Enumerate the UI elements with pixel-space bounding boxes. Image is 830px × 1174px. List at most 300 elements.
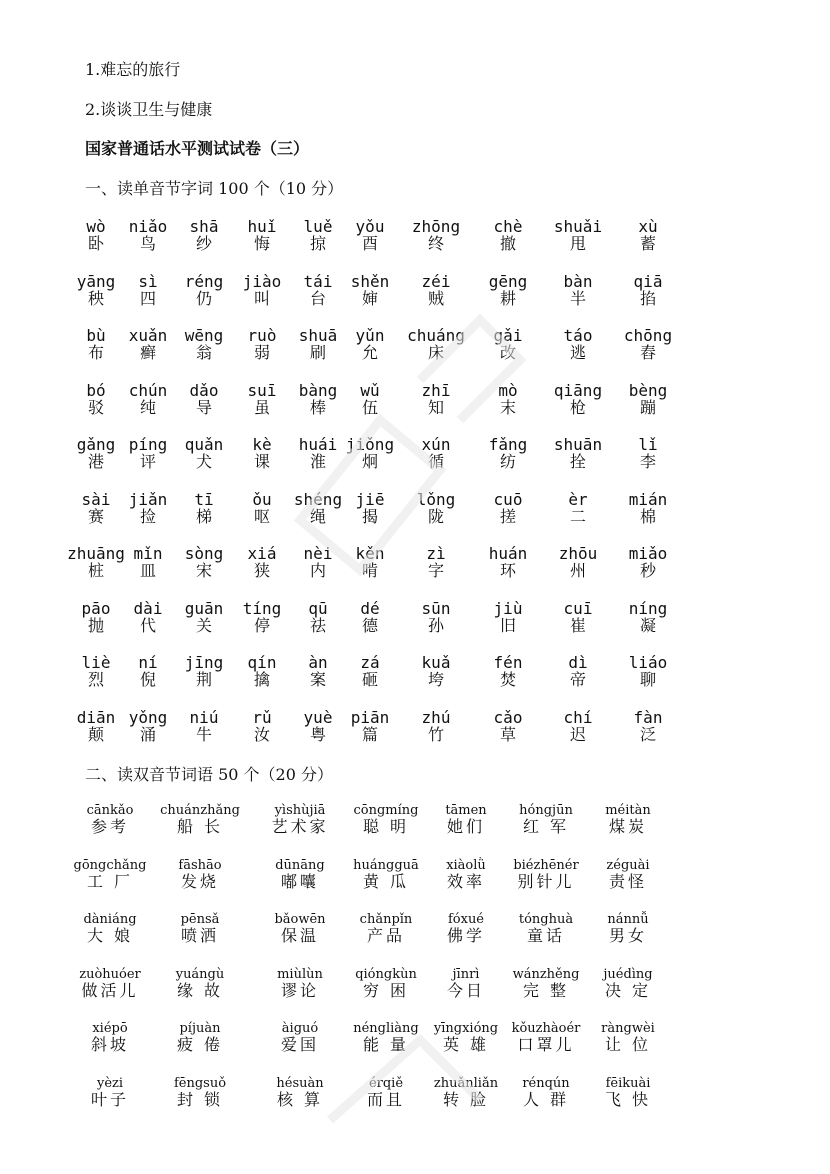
- pinyin: luě: [303, 217, 333, 236]
- pinyin: wánzhěng: [512, 966, 580, 982]
- hanzi: 倪: [139, 670, 156, 689]
- hanzi: 仍: [195, 288, 212, 308]
- hanzi: 做活儿: [81, 980, 139, 1000]
- pinyin: chí: [563, 707, 593, 727]
- syllable-item: [610, 218, 686, 252]
- pinyin: shěn: [350, 271, 390, 291]
- syllable-item: [332, 491, 408, 525]
- hanzi: 梯: [195, 506, 212, 526]
- pinyin: cǎo: [493, 707, 523, 727]
- pinyin: zéguài: [606, 857, 650, 873]
- pinyin: mò: [498, 380, 518, 400]
- pinyin: cuō: [493, 489, 523, 509]
- pinyin: chuáng: [407, 326, 465, 345]
- syllable-item: [540, 491, 616, 525]
- hanzi: 驳: [87, 397, 104, 417]
- hanzi: 末: [499, 397, 516, 417]
- pinyin: qín: [247, 653, 277, 672]
- pinyin: gēng: [488, 271, 528, 291]
- word-row: [0, 803, 830, 845]
- pinyin: bèng: [628, 380, 668, 400]
- word-row: [0, 1076, 830, 1118]
- hanzi: 斜坡: [90, 1035, 129, 1054]
- hanzi: 祛: [309, 615, 326, 635]
- pinyin: cōngmíng: [353, 803, 419, 818]
- pinyin: jiǎn: [128, 489, 168, 509]
- pinyin: fàn: [633, 707, 663, 727]
- syllable-item: [470, 709, 546, 743]
- hanzi: 擒: [253, 670, 270, 689]
- pinyin: mián: [628, 489, 668, 509]
- pinyin: fén: [493, 653, 523, 672]
- hanzi: 荆: [195, 670, 212, 689]
- hanzi: 炯: [361, 452, 378, 471]
- hanzi: 掠: [309, 234, 326, 253]
- pinyin: zhōu: [558, 544, 598, 563]
- hanzi: 卧: [87, 234, 104, 253]
- pinyin: bǎowēn: [274, 912, 326, 927]
- pinyin: fǎng: [488, 435, 528, 454]
- pinyin: kuǎ: [421, 653, 451, 672]
- pinyin: yǒu: [355, 217, 385, 236]
- pinyin: yīngxióng: [433, 1021, 499, 1036]
- hanzi: 煤炭: [608, 817, 647, 836]
- pinyin: zì: [426, 544, 446, 563]
- hanzi: 封 锁: [176, 1089, 224, 1109]
- pinyin: zhōng: [411, 217, 461, 236]
- pinyin: jiē: [355, 489, 385, 509]
- pinyin: dé: [360, 598, 380, 618]
- hanzi: 叫: [253, 288, 270, 308]
- pinyin: rénqún: [522, 1075, 570, 1091]
- syllable-row: [0, 436, 830, 478]
- syllable-item: [540, 382, 616, 416]
- hanzi: 癣: [139, 343, 156, 362]
- pinyin: huǐ: [247, 217, 277, 236]
- hanzi: 虽: [253, 397, 270, 417]
- pinyin: bàng: [298, 380, 338, 400]
- syllable-item: [470, 327, 546, 361]
- syllable-item: [398, 491, 474, 525]
- pinyin: huán: [488, 544, 528, 563]
- hanzi: 纺: [499, 452, 516, 471]
- hanzi: 台: [309, 288, 326, 308]
- hanzi: 搓: [499, 506, 516, 526]
- syllable-item: [332, 600, 408, 634]
- pinyin: fóxué: [447, 912, 485, 927]
- pinyin: biézhēnér: [513, 857, 579, 873]
- hanzi: 草: [499, 724, 516, 744]
- pinyin: chǎnpǐn: [359, 912, 413, 927]
- test-title: 国家普通话水平测试试卷（三）: [85, 139, 310, 158]
- syllable-item: [332, 709, 408, 743]
- hanzi: 参考: [90, 817, 129, 836]
- hanzi: 纯: [139, 397, 156, 417]
- pinyin: èr: [568, 489, 588, 509]
- pinyin: àiguó: [281, 1021, 319, 1036]
- syllable-item: [540, 218, 616, 252]
- hanzi: 英 雄: [442, 1035, 490, 1054]
- pinyin: pēnsǎ: [180, 912, 220, 927]
- pinyin: zá: [360, 653, 380, 672]
- pinyin: cānkǎo: [86, 803, 134, 818]
- pinyin: érqiě: [368, 1075, 404, 1091]
- pinyin: dì: [568, 653, 588, 672]
- word-item: [568, 803, 688, 836]
- pinyin: tái: [303, 271, 333, 291]
- hanzi: 皿: [139, 561, 156, 580]
- hanzi: 人 群: [522, 1089, 570, 1109]
- hanzi: 二: [569, 506, 586, 526]
- syllable-item: [540, 273, 616, 307]
- pinyin: guān: [184, 598, 224, 618]
- syllable-item: [610, 654, 686, 688]
- hanzi: 评: [139, 452, 156, 471]
- hanzi: 抛: [87, 615, 104, 635]
- hanzi: 凝: [639, 615, 656, 635]
- pinyin: diān: [76, 707, 116, 727]
- word-item: [568, 1076, 688, 1109]
- pinyin: sì: [138, 271, 158, 291]
- pinyin: yuè: [303, 707, 333, 727]
- hanzi: 呕: [253, 506, 270, 526]
- hanzi: 别针儿: [517, 871, 575, 891]
- hanzi: 李: [639, 452, 656, 471]
- hanzi: 泛: [639, 724, 656, 744]
- pinyin: ǒu: [252, 489, 272, 509]
- hanzi: 秒: [639, 561, 656, 580]
- pinyin: xù: [638, 217, 658, 236]
- pinyin: huái: [298, 435, 338, 454]
- pinyin: shā: [189, 217, 219, 236]
- pinyin: juédìng: [603, 966, 653, 982]
- pinyin: kǒuzhàoér: [511, 1021, 581, 1036]
- pinyin: chún: [128, 380, 168, 400]
- word-item: [568, 967, 688, 1000]
- topic-1: 1.难忘的旅行: [85, 60, 181, 79]
- pinyin: fēikuài: [605, 1075, 651, 1091]
- hanzi: 赛: [87, 506, 104, 526]
- pinyin: liáo: [628, 653, 668, 672]
- pinyin: pāo: [81, 598, 111, 618]
- hanzi: 效率: [446, 871, 485, 891]
- hanzi: 改: [499, 343, 516, 362]
- hanzi: 黄 瓜: [362, 871, 410, 891]
- hanzi: 聊: [639, 670, 656, 689]
- pinyin: ruò: [247, 326, 277, 345]
- pinyin: gǎng: [76, 435, 116, 454]
- hanzi: 牛: [195, 724, 212, 744]
- pinyin: zhuǎnliǎn: [433, 1075, 499, 1091]
- pinyin: wēng: [184, 326, 224, 345]
- hanzi: 飞 快: [604, 1089, 652, 1109]
- pinyin: ràngwèi: [601, 1021, 655, 1036]
- syllable-item: [398, 600, 474, 634]
- pinyin: píng: [128, 435, 168, 454]
- syllable-item: [398, 273, 474, 307]
- word-row: [0, 1021, 830, 1063]
- pinyin: chōng: [623, 326, 673, 345]
- topic-2: 2.谈谈卫生与健康: [85, 100, 213, 119]
- pinyin: yìshùjiā: [274, 803, 326, 818]
- pinyin: jīnrì: [452, 966, 480, 982]
- hanzi: 喷洒: [180, 926, 219, 945]
- syllable-row: [0, 218, 830, 260]
- pinyin: zuòhuóer: [79, 966, 141, 982]
- hanzi: 宋: [195, 561, 212, 580]
- pinyin: zhī: [421, 380, 451, 400]
- hanzi: 决 定: [604, 980, 652, 1000]
- pinyin: gǎi: [493, 326, 523, 345]
- pinyin: sūn: [421, 598, 451, 618]
- pinyin: wǔ: [360, 380, 380, 400]
- pinyin: níng: [628, 598, 668, 618]
- hanzi: 让 位: [604, 1035, 652, 1054]
- pinyin: niú: [189, 707, 219, 727]
- hanzi: 垮: [427, 670, 444, 689]
- hanzi: 桩: [87, 561, 104, 580]
- pinyin: huángguā: [353, 857, 419, 873]
- hanzi: 代: [139, 615, 156, 635]
- hanzi: 悔: [253, 234, 270, 253]
- syllable-item: [470, 218, 546, 252]
- word-row: [0, 858, 830, 900]
- hanzi: 弱: [253, 343, 270, 362]
- syllable-item: [398, 218, 474, 252]
- hanzi: 能 量: [362, 1035, 410, 1054]
- pinyin: bàn: [563, 271, 593, 291]
- hanzi: 转 脸: [442, 1089, 490, 1109]
- syllable-item: [540, 436, 616, 470]
- pinyin: piān: [350, 707, 390, 727]
- syllable-item: [398, 327, 474, 361]
- hanzi: 口罩儿: [517, 1035, 575, 1054]
- hanzi: 棉: [639, 506, 656, 526]
- pinyin: chuánzhǎng: [160, 803, 240, 818]
- syllable-item: [470, 382, 546, 416]
- hanzi: 港: [87, 452, 104, 471]
- syllable-item: [610, 545, 686, 579]
- pinyin: shuān: [553, 435, 603, 454]
- syllable-row: [0, 327, 830, 369]
- word-item: [568, 912, 688, 945]
- pinyin: sài: [81, 489, 111, 509]
- word-row: [0, 912, 830, 954]
- pinyin: liè: [81, 653, 111, 672]
- syllable-item: [332, 382, 408, 416]
- pinyin: fēngsuǒ: [173, 1075, 227, 1091]
- hanzi: 婶: [361, 288, 378, 308]
- pinyin: qū: [308, 598, 328, 618]
- hanzi: 佛学: [446, 926, 485, 945]
- pinyin: lǐ: [638, 435, 658, 454]
- hanzi: 谬论: [280, 980, 319, 1000]
- pinyin: táo: [563, 326, 593, 345]
- pinyin: kěn: [355, 544, 385, 563]
- syllable-item: [540, 709, 616, 743]
- hanzi: 聪 明: [362, 817, 410, 836]
- hanzi: 允: [361, 343, 378, 362]
- pinyin: xiàolǜ: [446, 857, 486, 873]
- pinyin: shuǎi: [553, 217, 603, 236]
- pinyin: suī: [247, 380, 277, 400]
- section2-heading: 二、读双音节词语 50 个（20 分）: [85, 765, 333, 784]
- hanzi: 蹦: [639, 397, 656, 417]
- pinyin: qiāng: [553, 380, 603, 400]
- hanzi: 崔: [569, 615, 586, 635]
- hanzi: 鸟: [139, 234, 156, 253]
- hanzi: 导: [195, 397, 212, 417]
- word-item: [568, 858, 688, 891]
- pinyin: wò: [86, 217, 106, 236]
- hanzi: 终: [427, 234, 444, 253]
- syllable-row: [0, 545, 830, 587]
- hanzi: 叶子: [90, 1089, 129, 1109]
- pinyin: yǔn: [355, 326, 385, 345]
- pinyin: qióngkùn: [355, 966, 417, 982]
- syllable-row: [0, 491, 830, 533]
- pinyin: rǔ: [252, 707, 272, 727]
- pinyin: zhú: [421, 707, 451, 727]
- hanzi: 内: [309, 561, 326, 580]
- hanzi: 童话: [526, 926, 565, 945]
- hanzi: 四: [139, 288, 156, 308]
- pinyin: miùlùn: [277, 966, 323, 982]
- hanzi: 今日: [446, 980, 485, 1000]
- pinyin: xuǎn: [128, 326, 168, 345]
- pinyin: nèi: [303, 544, 333, 563]
- hanzi: 刷: [309, 343, 326, 362]
- syllable-item: [540, 654, 616, 688]
- pinyin: hóngjūn: [519, 803, 573, 818]
- syllable-item: [540, 545, 616, 579]
- syllable-item: [610, 436, 686, 470]
- word-item: [568, 1021, 688, 1054]
- hanzi: 发烧: [180, 871, 219, 891]
- hanzi: 案: [309, 670, 326, 689]
- section1-heading: 一、读单音节字词 100 个（10 分）: [85, 179, 344, 198]
- syllable-item: [610, 382, 686, 416]
- pinyin: réng: [184, 271, 224, 291]
- hanzi: 德: [361, 615, 378, 635]
- hanzi: 州: [569, 561, 586, 580]
- syllable-item: [332, 218, 408, 252]
- hanzi: 淮: [309, 452, 326, 471]
- hanzi: 旧: [499, 615, 516, 635]
- hanzi: 大 娘: [86, 926, 134, 945]
- hanzi: 爱国: [280, 1035, 319, 1054]
- syllable-item: [398, 709, 474, 743]
- pinyin: quǎn: [184, 435, 224, 454]
- pinyin: tī: [194, 489, 214, 509]
- hanzi: 贼: [427, 288, 444, 308]
- hanzi: 船 长: [176, 817, 224, 836]
- pinyin: nánnǚ: [607, 912, 649, 927]
- hanzi: 烈: [87, 670, 104, 689]
- hanzi: 拴: [569, 452, 586, 471]
- hanzi: 颠: [87, 724, 104, 744]
- word-row: [0, 967, 830, 1009]
- hanzi: 红 军: [522, 817, 570, 836]
- pinyin: tāmen: [445, 803, 487, 818]
- hanzi: 男女: [608, 926, 647, 945]
- hanzi: 绳: [309, 506, 326, 526]
- pinyin: méitàn: [605, 803, 651, 818]
- pinyin: àn: [308, 653, 328, 672]
- hanzi: 砸: [361, 670, 378, 689]
- hanzi: 逃: [569, 343, 586, 362]
- hanzi: 完 整: [522, 980, 570, 1000]
- hanzi: 酉: [361, 234, 378, 253]
- pinyin: niǎo: [128, 217, 168, 236]
- pinyin: dàniáng: [83, 912, 137, 927]
- syllable-row: [0, 709, 830, 751]
- hanzi: 而且: [366, 1089, 405, 1109]
- hanzi: 耕: [499, 288, 516, 308]
- pinyin: miǎo: [628, 544, 668, 563]
- syllable-row: [0, 382, 830, 424]
- syllable-item: [398, 654, 474, 688]
- hanzi: 甩: [569, 234, 586, 253]
- syllable-item: [332, 654, 408, 688]
- syllable-item: [610, 491, 686, 525]
- syllable-item: [332, 327, 408, 361]
- hanzi: 枪: [569, 397, 586, 417]
- hanzi: 工 厂: [86, 871, 134, 891]
- syllable-row: [0, 600, 830, 642]
- hanzi: 关: [195, 615, 212, 635]
- syllable-item: [610, 327, 686, 361]
- hanzi: 产品: [366, 926, 405, 945]
- hanzi: 疲 倦: [176, 1035, 224, 1054]
- pinyin: zhuāng: [67, 544, 125, 563]
- pinyin: dǎo: [189, 380, 219, 400]
- pinyin: shéng: [293, 489, 343, 509]
- pinyin: hésuàn: [276, 1075, 324, 1091]
- pinyin: tíng: [242, 598, 282, 618]
- hanzi: 犬: [195, 452, 212, 471]
- hanzi: 穷 困: [362, 980, 410, 1000]
- hanzi: 嘟囔: [280, 871, 319, 891]
- syllable-item: [332, 436, 408, 470]
- pinyin: shuā: [298, 326, 338, 345]
- syllable-item: [470, 491, 546, 525]
- syllable-item: [398, 382, 474, 416]
- hanzi: 循: [427, 452, 444, 471]
- hanzi: 焚: [499, 670, 516, 689]
- hanzi: 责怪: [608, 871, 647, 891]
- pinyin: yèzi: [96, 1075, 124, 1091]
- hanzi: 粤: [309, 724, 326, 744]
- pinyin: yāng: [76, 271, 116, 291]
- syllable-item: [610, 709, 686, 743]
- pinyin: jiào: [242, 271, 282, 291]
- hanzi: 狭: [253, 561, 270, 580]
- syllable-item: [470, 436, 546, 470]
- hanzi: 保温: [280, 926, 319, 945]
- hanzi: 伍: [361, 397, 378, 417]
- pinyin: fāshāo: [178, 857, 222, 873]
- hanzi: 陇: [427, 506, 444, 526]
- syllable-row: [0, 654, 830, 696]
- syllable-item: [610, 600, 686, 634]
- hanzi: 课: [253, 452, 270, 471]
- pinyin: chè: [493, 217, 523, 236]
- syllable-item: [470, 654, 546, 688]
- hanzi: 帝: [569, 670, 586, 689]
- syllable-item: [398, 436, 474, 470]
- syllable-item: [470, 600, 546, 634]
